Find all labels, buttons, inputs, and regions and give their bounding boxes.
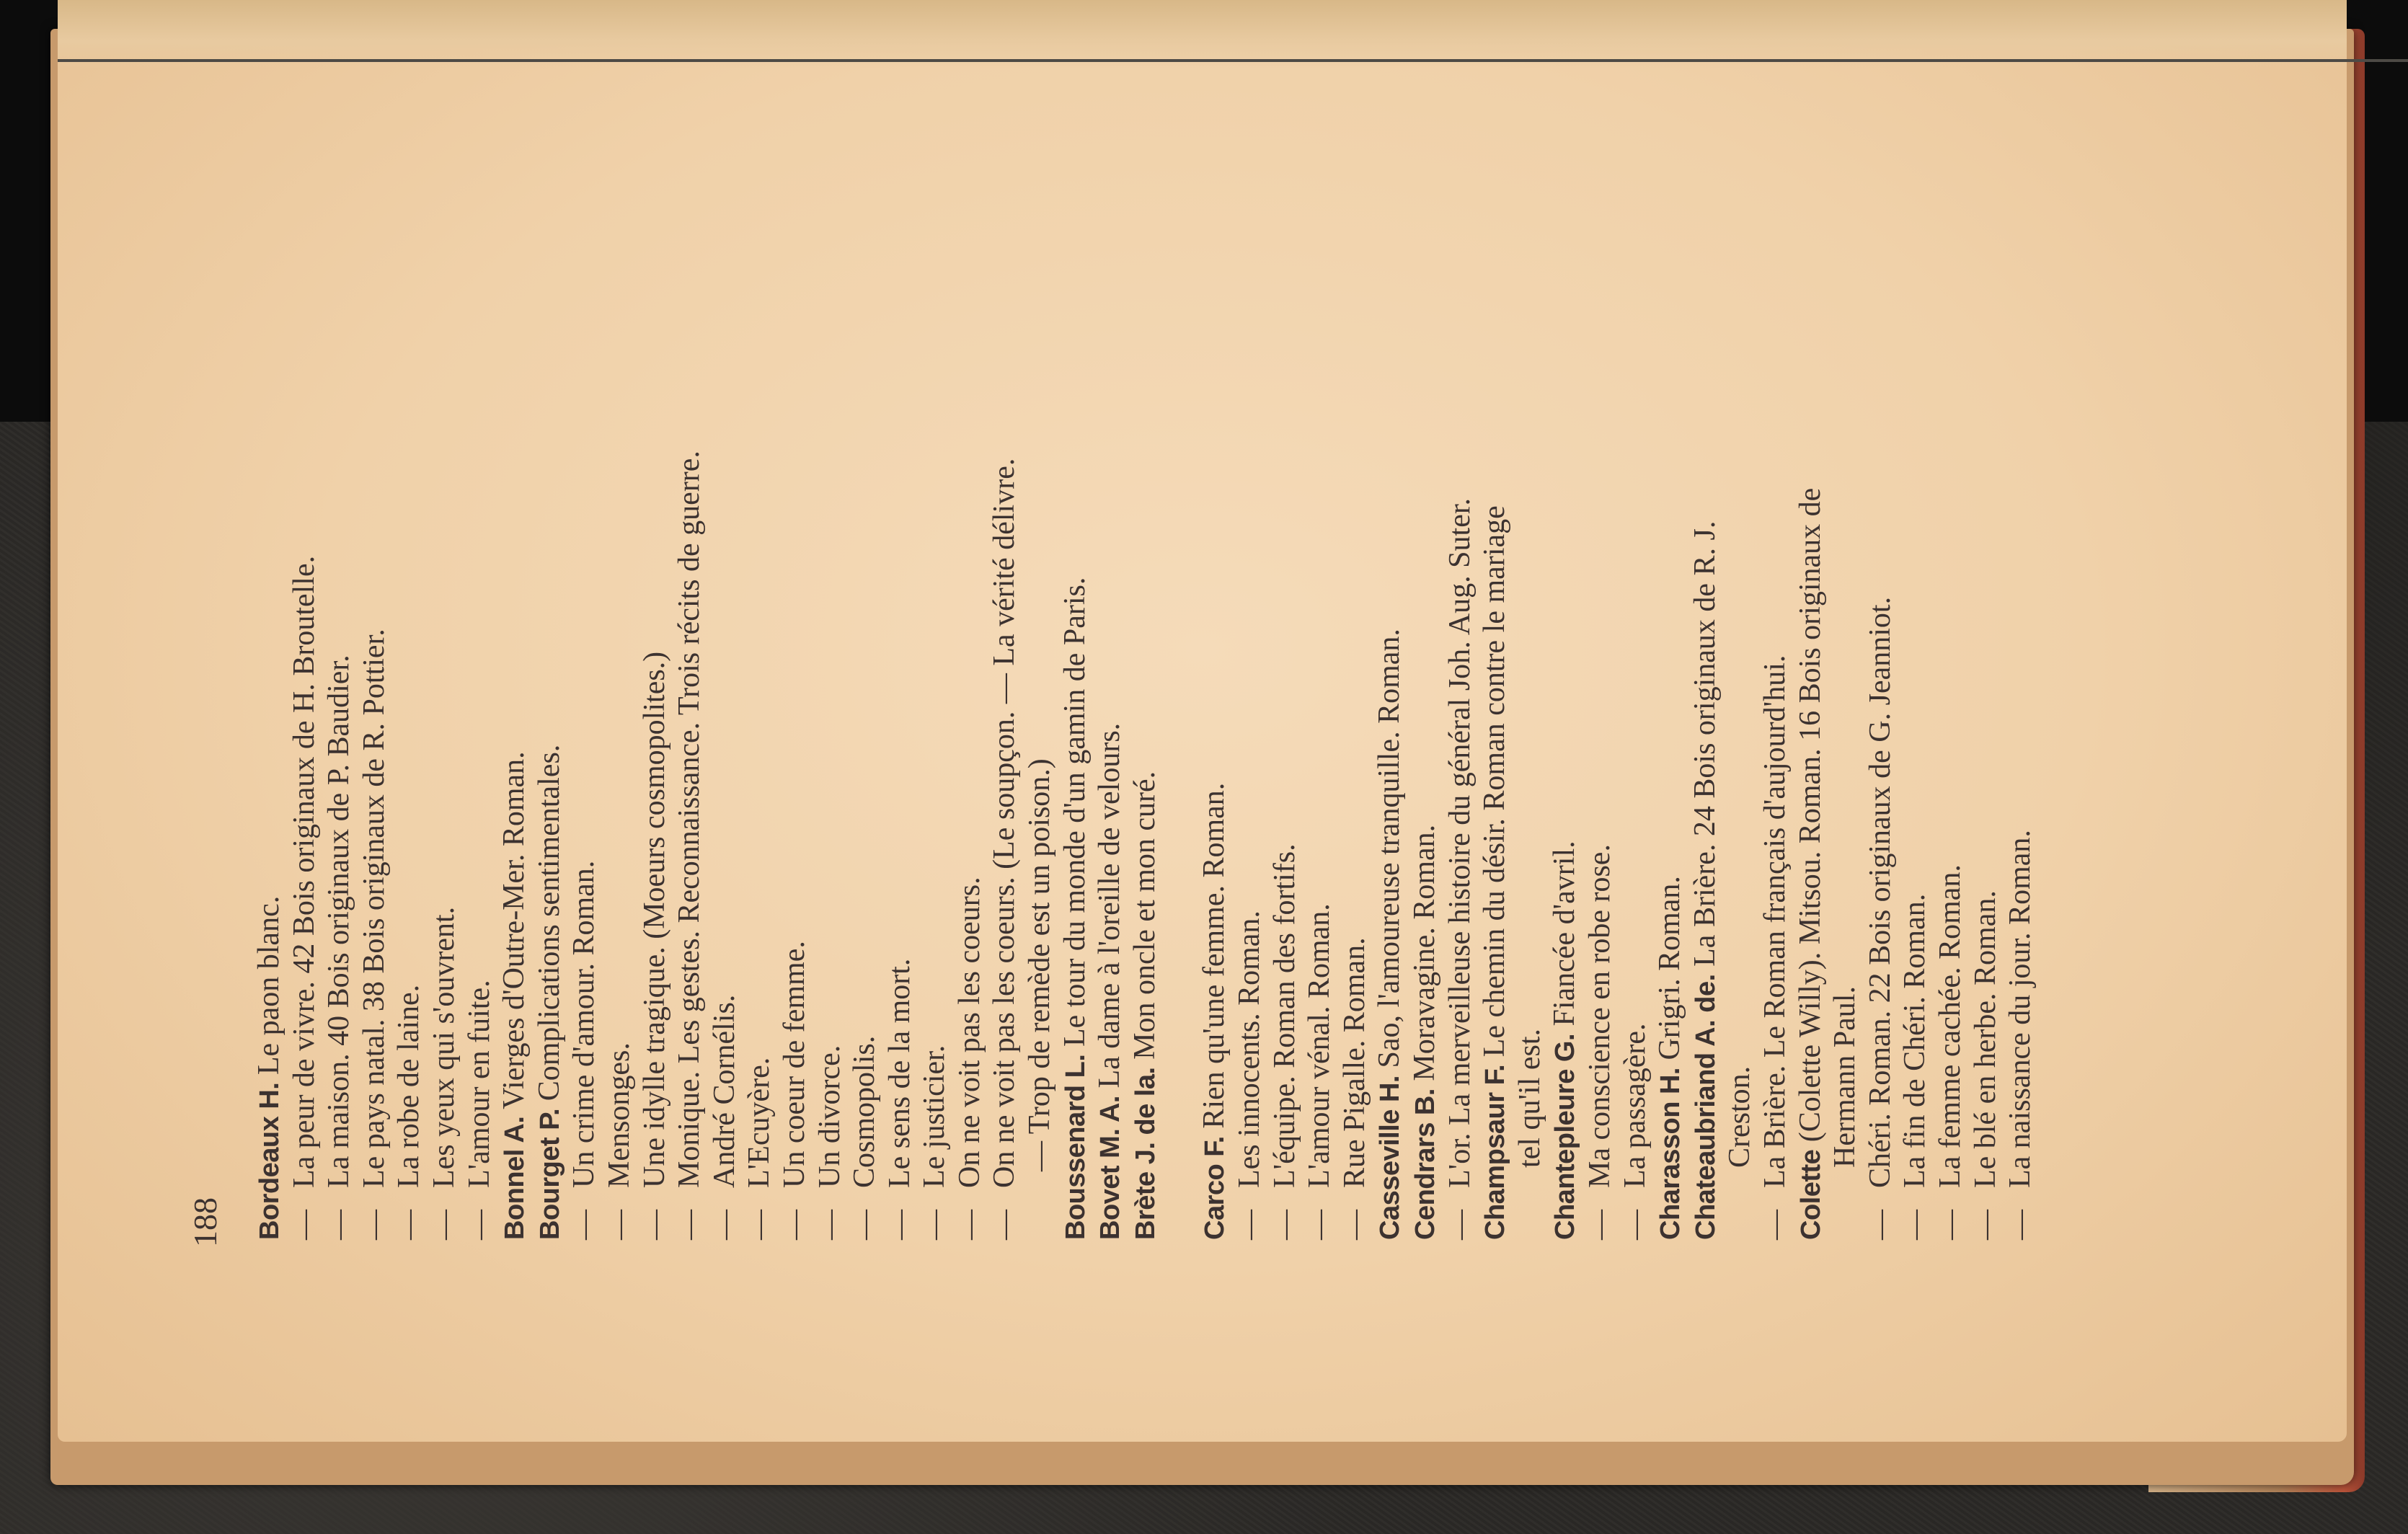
ditto-dash: — [1863, 1210, 1897, 1240]
catalogue-line [1232, 87, 1267, 1240]
catalogue-line [1968, 87, 2004, 1240]
catalogue-line [391, 87, 427, 1240]
catalogue-line [987, 87, 1022, 1240]
title-text: Les yeux qui s'ouvrent. [427, 906, 461, 1188]
catalogue-line [1022, 87, 1058, 1240]
ditto-dash: — [918, 1210, 952, 1240]
catalogue-line [952, 87, 988, 1240]
ditto-dash: — [2004, 1210, 2037, 1240]
title-text: La peur de vivre. 42 Bois originaux de H. Broutelle. [287, 555, 321, 1188]
catalogue-line [742, 87, 777, 1240]
ditto-dash: — [637, 1210, 671, 1240]
title-text: On ne voit pas les coeurs. (Le soupçon. — La vérité délivre. [988, 458, 1022, 1188]
ditto-dash: — [1443, 1210, 1477, 1240]
ditto-dash: — [673, 1210, 707, 1240]
ditto-dash: — [1968, 1210, 2002, 1240]
title-text: La femme cachée. Roman. [1933, 864, 1967, 1188]
ditto-dash: — [427, 1210, 461, 1240]
catalogue-line [847, 87, 882, 1240]
page-number: 188 [187, 1197, 223, 1247]
author-name: Carco F. [1200, 1136, 1231, 1240]
catalogue-line [1197, 87, 1232, 1240]
author-name: Champsaur F. [1480, 1064, 1511, 1240]
catalogue-line [1758, 87, 1793, 1240]
catalogue-line [1547, 87, 1583, 1240]
catalogue-line [1302, 87, 1337, 1240]
ditto-dash: — [743, 1210, 776, 1240]
ditto-dash: — [777, 1210, 811, 1240]
ditto-dash: — [952, 1210, 986, 1240]
title-text: Chéri. Roman. 22 Bois originaux de G. Jeanniot. [1863, 596, 1897, 1188]
author-name: Boussenard L. [1060, 1054, 1091, 1240]
title-text: Ma conscience en robe rose. [1583, 844, 1616, 1188]
catalogue-line [1477, 87, 1513, 1240]
title-text: Hermann Paul. [1828, 986, 1862, 1168]
title-text: André Cornélis. [707, 994, 741, 1188]
catalogue-line [813, 87, 848, 1240]
ditto-dash: — [1267, 1210, 1301, 1240]
title-text: L'Ecuyère. [743, 1057, 776, 1188]
title-text: Une idylle tragique. (Moeurs cosmopolites.) [637, 651, 671, 1188]
title-text: Mon oncle et mon curé. [1128, 771, 1161, 1060]
catalogue-line [707, 87, 743, 1240]
ditto-dash: — [848, 1210, 882, 1240]
title-text: Creston. [1723, 1065, 1757, 1168]
title-text: Les innocents. Roman. [1233, 910, 1267, 1188]
author-name: Bordeaux H. [254, 1082, 285, 1240]
catalogue-line [357, 87, 392, 1240]
catalogue-line [1407, 87, 1443, 1240]
catalogue-line [777, 87, 813, 1240]
catalogue-line [1933, 87, 1968, 1240]
title-text: Cosmopolis. [848, 1035, 882, 1188]
catalogue-line [1828, 87, 1863, 1240]
catalogue-line [1513, 87, 1548, 1240]
ditto-dash: — [392, 1210, 426, 1240]
catalogue-line [1128, 87, 1163, 1240]
catalogue-line [637, 87, 673, 1240]
catalogue-line [1092, 87, 1128, 1240]
catalogue-line [322, 87, 357, 1240]
title-text: La dame à l'oreille de velours. [1093, 722, 1127, 1089]
catalogue-line [462, 87, 497, 1240]
catalogue-line [427, 87, 462, 1240]
ditto-dash: — [1618, 1210, 1652, 1240]
catalogue-line [1372, 87, 1407, 1240]
ditto-dash: — [1337, 1210, 1371, 1240]
ditto-dash: — [567, 1210, 601, 1240]
title-text: Le justicier. [918, 1045, 952, 1188]
catalogue-line [1898, 87, 1933, 1240]
author-name: Brète J. de la. [1130, 1067, 1161, 1240]
title-text: tel qu'il est. [1513, 1028, 1546, 1168]
title-text: L'amour en fuite. [462, 980, 496, 1188]
ditto-dash: — [462, 1210, 496, 1240]
author-name: Charasson H. [1655, 1068, 1686, 1240]
title-text: Fiancée d'avril. [1548, 841, 1582, 1027]
title-text: Moravagine. Roman. [1408, 824, 1441, 1081]
catalogue-line [1722, 87, 1758, 1240]
title-text: Le blé en herbe. Roman. [1968, 890, 2002, 1188]
catalogue-line [2003, 87, 2038, 1240]
catalogue-line [497, 87, 532, 1240]
catalogue-line [1652, 87, 1688, 1240]
title-text: Grigri. Roman. [1653, 876, 1687, 1060]
author-name: Cendrars B. [1410, 1089, 1440, 1240]
catalogue-line [287, 87, 322, 1240]
ditto-dash: — [707, 1210, 741, 1240]
title-text: Complications sentimentales. [532, 744, 566, 1101]
title-text: Sao, l'amoureuse tranquille. Roman. [1373, 629, 1407, 1068]
catalogue-lines [252, 87, 2038, 1240]
catalogue-line [672, 87, 707, 1240]
ditto-dash: — [322, 1210, 356, 1240]
title-text: Le sens de la mort. [882, 958, 916, 1188]
title-text: Le tour du monde d'un gamin de Paris. [1058, 577, 1092, 1047]
title-text: Le pays natal. 38 Bois originaux de R. Pottier. [357, 629, 391, 1188]
title-text: (Colette Willy). Mitsou. Roman. 16 Bois originaux de [1793, 487, 1827, 1143]
title-text: La Brière. 24 Bois originaux de R. J. [1688, 520, 1722, 967]
ditto-dash: — [1758, 1210, 1792, 1240]
section-gap [1162, 87, 1197, 1240]
ditto-dash: — [988, 1210, 1022, 1240]
catalogue-line [1583, 87, 1618, 1240]
title-text: Rien qu'une femme. Roman. [1198, 782, 1231, 1129]
author-name: Casseville H. [1375, 1076, 1406, 1240]
catalogue-line [1443, 87, 1478, 1240]
title-text: L'or. La merveilleuse histoire du général Joh. Aug. Suter. [1443, 497, 1477, 1188]
ditto-dash: — [1933, 1210, 1967, 1240]
ditto-dash: — [602, 1210, 636, 1240]
title-text: Vierges d'Outre-Mer. Roman. [497, 751, 531, 1109]
author-name: Bovet M. A. [1095, 1096, 1126, 1240]
catalogue-line [1337, 87, 1373, 1240]
title-text: La passagère. [1618, 1023, 1652, 1188]
title-text: L'amour vénal. Roman. [1303, 903, 1337, 1188]
catalogue-line [602, 87, 637, 1240]
ditto-dash: — [813, 1210, 846, 1240]
author-name: Chantepleure G. [1550, 1034, 1581, 1240]
catalogue-text-block [184, 87, 2037, 1247]
catalogue-line [1618, 87, 1653, 1240]
title-text: — Trop de remède est un poison.) [1023, 758, 1057, 1171]
title-text: Un crime d'amour. Roman. [567, 860, 601, 1188]
ditto-dash: — [882, 1210, 916, 1240]
catalogue-line [567, 87, 602, 1240]
author-name: Colette [1795, 1149, 1826, 1240]
title-text: La robe de laine. [392, 984, 426, 1188]
catalogue-line [1863, 87, 1898, 1240]
catalogue-line [1688, 87, 1723, 1240]
ditto-dash: — [1898, 1210, 1932, 1240]
title-text: La fin de Chéri. Roman. [1898, 893, 1932, 1188]
gutter-line [58, 59, 2408, 62]
catalogue-line [252, 87, 287, 1240]
title-text: Le chemin du désir. Roman contre le mariage [1478, 505, 1512, 1058]
ditto-dash: — [287, 1210, 321, 1240]
title-text: Rue Pigalle. Roman. [1337, 937, 1371, 1188]
catalogue-line [1793, 87, 1828, 1240]
catalogue-line [532, 87, 567, 1240]
catalogue-line [917, 87, 952, 1240]
ditto-dash: — [1233, 1210, 1267, 1240]
catalogue-line [882, 87, 918, 1240]
author-name: Chateaubriand A. de. [1690, 974, 1721, 1240]
title-text: Le paon blanc. [252, 895, 285, 1076]
title-text: L'équipe. Roman des fortifs. [1267, 843, 1301, 1188]
title-text: La naissance du jour. Roman. [2004, 830, 2037, 1188]
author-name: Bonnel A. [500, 1116, 531, 1240]
catalogue-line [1058, 87, 1093, 1240]
author-name: Bourget P. [534, 1108, 565, 1240]
ditto-dash: — [1303, 1210, 1337, 1240]
title-text: Mensonges. [602, 1042, 636, 1188]
title-text: Monique. Les gestes. Reconnaissance. Trois récits de guerre. [673, 451, 707, 1188]
ditto-dash: — [357, 1210, 391, 1240]
title-text: Un coeur de femme. [777, 941, 811, 1188]
catalogue-line [1267, 87, 1303, 1240]
title-text: On ne voit pas les coeurs. [952, 877, 986, 1188]
book-gutter [58, 0, 2347, 68]
title-text: La maison. 40 Bois originaux de P. Baudier. [322, 655, 356, 1188]
title-text: La Brière. Le Roman français d'aujourd'hui. [1758, 655, 1792, 1188]
title-text: Un divorce. [813, 1045, 846, 1188]
ditto-dash: — [1583, 1210, 1616, 1240]
